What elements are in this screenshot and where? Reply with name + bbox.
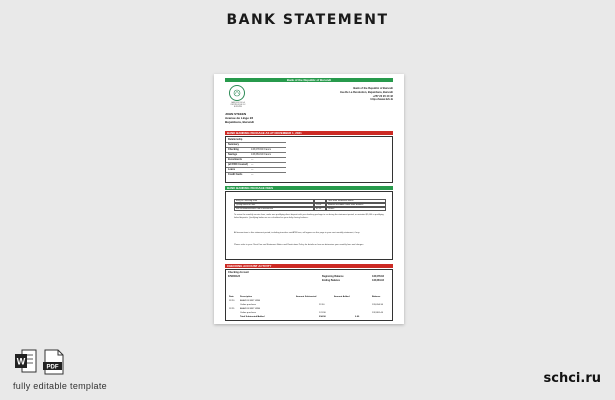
- package-row-value: 133,684.94 Francs: [251, 153, 271, 156]
- pdf-file-icon: [43, 349, 65, 375]
- package-row-label: Summary: [228, 143, 239, 146]
- beginning-balance-value: 133,078.84: [372, 275, 384, 278]
- template-caption: fully editable template: [13, 381, 107, 391]
- fees-cell: $2.50: [314, 207, 326, 211]
- activity-box: [225, 269, 393, 321]
- statement-document: [214, 74, 404, 324]
- bank-address-line: https://www.brb.bi: [370, 98, 393, 102]
- package-row-value: —: [251, 158, 254, 161]
- package-row-label: Checking: [228, 148, 239, 151]
- bank-address-line: Ave.De La Revolution, Bujumbura, Burundi: [339, 90, 393, 94]
- package-row-label: Relationship: [228, 138, 243, 141]
- cell-subtracted: 174.90: [319, 312, 326, 314]
- beginning-balance-label: Beginning Balance: [322, 275, 344, 278]
- customer-city: Bujumbura, Burundi: [225, 120, 254, 125]
- word-file-icon: [15, 349, 37, 375]
- fees-table: [234, 199, 386, 211]
- package-row-value: —: [251, 168, 254, 171]
- col-subtracted: Amount Subtracted: [296, 296, 317, 298]
- cell-subtracted: 234.90: [319, 316, 326, 318]
- fees-cell: 10/10: [314, 203, 326, 207]
- cell-description: Total Subtracted/Added: [240, 316, 265, 318]
- fees-cell: Others: [326, 207, 386, 211]
- account-number: 879000123: [228, 275, 240, 278]
- fees-cell: Easy to Checking Rate: [234, 199, 314, 203]
- cell-date: 11/25: [229, 308, 235, 310]
- logo-caption: BANQUE DE LA REPUBLIQUE DU BURUNDI: [230, 102, 246, 109]
- word-label: W: [16, 356, 26, 367]
- customer-block: [225, 112, 254, 125]
- fees-paragraph: All transactions in this statement period, including transfers and ATM fees, will appear on this page in your next monthly statement, if any.: [234, 232, 360, 234]
- package-bar: BANK BANKING PACKAGE AS AT NOVEMBER 1, 2021: [225, 131, 393, 135]
- ending-balance-label: Ending Balance: [322, 279, 340, 282]
- cell-description: AMAZON MKT WEB: [240, 300, 261, 302]
- pdf-label: PDF: [46, 364, 59, 371]
- fees-row: [234, 207, 386, 211]
- cell-date: 11/20: [229, 300, 235, 302]
- ending-balance-value: 133,684.94: [372, 279, 384, 282]
- package-row-label: Loans: [228, 168, 236, 171]
- package-row-label: (all FDIC Insured): [228, 163, 248, 166]
- package-row-value: —: [251, 163, 254, 166]
- fees-paragraph: To waive the monthly service fees, make one qualifying direct deposit with your banking package to us during the statement period, or maintain $1,000 in qualifying linked deposits. Qualifying balances are calculated on your daily closing balance.: [234, 214, 384, 219]
- cell-description: AMAZON MKT WEB: [240, 308, 261, 310]
- col-date: Date: [229, 296, 234, 298]
- package-row-value: —: [251, 173, 254, 176]
- package-box: [225, 136, 393, 183]
- site-watermark[interactable]: schci.ru: [543, 371, 601, 386]
- col-balance: Balance: [372, 296, 381, 298]
- fees-box: [225, 191, 393, 260]
- bank-address-line: +257 22 20 40 42: [372, 94, 393, 98]
- customer-name: JOHN STEEEN: [225, 112, 247, 116]
- bank-address: [340, 87, 393, 102]
- fees-paragraph: Please refer to your Client Fee and Statement Notice and Restrictions Policy for details on how we determine your monthly fees and charges.: [234, 244, 364, 246]
- package-row-label: Credit Cards: [228, 173, 243, 176]
- cell-balance: 132,881.44: [372, 312, 383, 314]
- account-label: Checking Account: [228, 271, 249, 274]
- col-description: Description: [240, 296, 253, 298]
- fees-bar: BANK BANKING PACKAGE FEES: [225, 186, 393, 190]
- cell-description: Online purchase: [240, 312, 256, 314]
- bank-name-bar: Bank of the Republic of Burundi: [225, 78, 393, 82]
- package-row-label: Savings: [228, 153, 238, 156]
- cell-added: 0.00: [355, 316, 360, 318]
- package-row-value: 133,078.84 Francs: [251, 148, 271, 151]
- bank-address-line: Bank of the Republic of Burundi: [353, 87, 393, 90]
- cell-description: Online purchase: [240, 304, 256, 306]
- package-row-label: Investments: [228, 158, 242, 161]
- cell-subtracted: 22.50: [319, 304, 325, 306]
- customer-street: Avenue de Linge 23: [225, 116, 254, 121]
- fees-cell: Fee for balanced with 4 ATM transaction: [234, 207, 314, 211]
- activity-bar: CHECKING ACCOUNT ACTIVITY: [225, 264, 393, 268]
- bank-logo-icon: [229, 85, 245, 101]
- col-added: Amount Added: [334, 296, 350, 298]
- cell-balance: 133,056.34: [372, 304, 383, 306]
- page-title: BANK STATEMENT: [226, 12, 389, 28]
- fees-cell: Quality Service Fees: [234, 203, 314, 207]
- fees-cell: Take from Statement Month: [326, 199, 386, 203]
- fees-cell: Balance included / Base Rate Balance: [326, 203, 386, 207]
